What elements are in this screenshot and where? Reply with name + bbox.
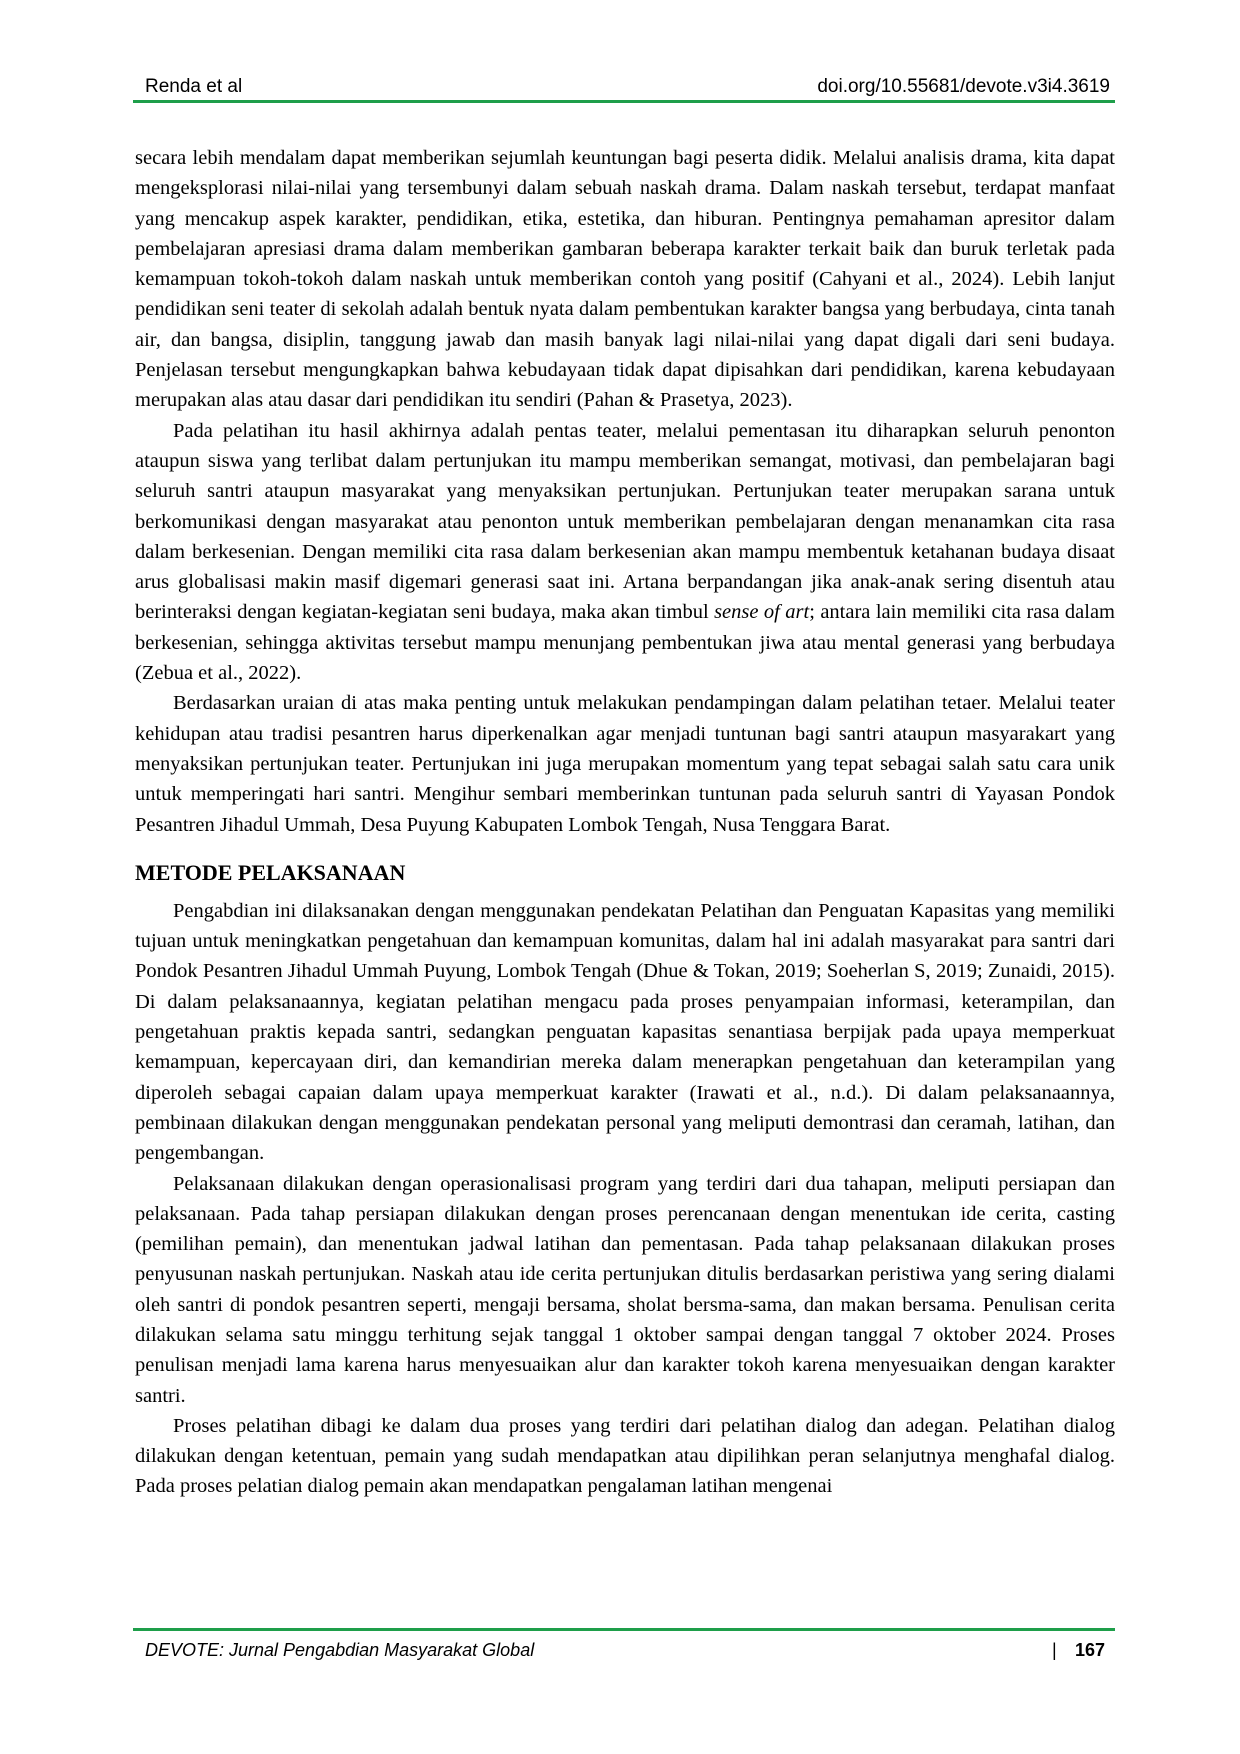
body-paragraph-1: secara lebih mendalam dapat memberikan sejumlah keuntungan bagi peserta didik. Melalui analisis drama, kita dapat mengeksplorasi nilai-nilai yang tersembunyi dalam sebuah naskah drama. Dalam naskah tersebut, terdapat manfaat yang mencakup aspek karakter, pendidikan, etika, estetika, dan hiburan. Pentingnya pemahaman apresitor dalam pembelajaran apresiasi drama dalam memberikan gambaran beberapa karakter terkait baik dan buruk terletak pada kemampuan tokoh-tokoh dalam naskah untuk memberikan contoh yang positif (Cahyani et al., 2024). Lebih lanjut pendidikan seni teater di sekolah adalah bentuk nyata dalam pembentukan karakter bangsa yang berbudaya, cinta tanah air, dan bangsa, disiplin, tanggung jawab dan masih banyak lagi nilai-nilai yang dapat digali dari seni budaya. Penjelasan tersebut mengungkapkan bahwa kebudayaan tidak dapat dipisahkan dari pendidikan, karena kebudayaan merupakan alas atau dasar dari pendidikan itu sendiri (Pahan & Prasetya, 2023). [135, 147, 1115, 412]
header-author: Renda et al [145, 76, 243, 97]
body-paragraph-6: Proses pelatihan dibagi ke dalam dua proses yang terdiri dari pelatihan dialog dan adegan. Pelatihan dialog dilakukan dengan ketentuan, pemain yang sudah mendapatkan atau dipilihkan peran selanjutnya menghafal dialog. Pada proses pelatian dialog pemain akan mendapatkan pengalaman latihan mengenai [135, 1414, 1115, 1498]
body-paragraph-2 [135, 416, 1115, 689]
body-paragraph-4: Pengabdian ini dilaksanakan dengan menggunakan pendekatan Pelatihan dan Penguatan Kapasitas yang memiliki tujuan untuk meningkatkan pengetahuan dan kemampuan komunitas, dalam hal ini adalah masyarakat para santri dari Pondok Pesantren Jihadul Ummah Puyung, Lombok Tengah (Dhue & Tokan, 2019; Soeherlan S, 2019; Zunaidi, 2015). Di dalam pelaksanaannya, kegiatan pelatihan mengacu pada proses penyampaian informasi, keterampilan, dan pengetahuan praktis kepada santri, sedangkan penguatan kapasitas senantiasa berpijak pada upaya memperkuat kemampuan, kepercayaan diri, dan kemandirian mereka dalam menerapkan pengetahuan dan keterampilan yang diperoleh sebagai capaian dalam upaya memperkuat karakter (Irawati et al., n.d.). Di dalam pelaksanaannya, pembinaan dilakukan dengan menggunakan pendekatan personal yang meliputi demontrasi dan ceramah, latihan, dan pengembangan. [135, 899, 1115, 1165]
section-heading: METODE PELAKSANAAN [135, 859, 406, 885]
body-paragraph-3: Berdasarkan uraian di atas maka penting untuk melakukan pendampingan dalam pelatihan tetaer. Melalui teater kehidupan atau tradisi pesantren harus diperkenalkan agar menjadi tuntunan bagi santri ataupun masyarakart yang menyaksikan pertunjukan teater. Pertunjukan ini juga merupakan momentum yang tepat sebagai salah satu cara unik untuk memperingati hari santri. Mengihur sembari memberinkan tuntunan pada seluruh santri di Yayasan Pondok Pesantren Jihadul Ummah, Desa Puyung Kabupaten Lombok Tengah, Nusa Tenggara Barat. [135, 692, 1115, 836]
footer-separator: | [1052, 1640, 1057, 1660]
body-paragraph-5: Pelaksanaan dilakukan dengan operasionalisasi program yang terdiri dari dua tahapan, meliputi persiapan dan pelaksanaan. Pada tahap persiapan dilakukan dengan proses perencanaan dengan menentukan ide cerita, casting (pemilihan pemain), dan menentukan jadwal latihan dan pementasan. Pada tahap pelaksanaan dilakukan proses penyusunan naskah pertunjukan. Naskah atau ide cerita pertunjukan ditulis berdasarkan peristiwa yang sering dialami oleh santri di pondok pesantren seperti, mengaji bersama, sholat bersma-sama, dan makan bersama. Penulisan cerita dilakukan selama satu minggu terhitung sejak tanggal 1 oktober sampai dengan tanggal 7 oktober 2024. Proses penulisan menjadi lama karena harus menyesuaikan alur dan karakter tokoh karena menyesuaikan dengan karakter santri. [135, 1172, 1115, 1407]
paragraph-2-text-b: ; antara lain memiliki cita rasa dalam berkesenian, sehingga aktivitas tersebut mampu menunjang pembentukan jiwa atau mental generasi yang berbudaya (Zebua et al., 2022). [135, 601, 1115, 685]
footer-journal-name: DEVOTE: Jurnal Pengabdian Masyarakat Global [145, 1640, 535, 1660]
footer-rule [133, 1628, 1115, 1631]
header-rule [133, 100, 1115, 103]
paragraph-2-text-a: Pada pelatihan itu hasil akhirnya adalah pentas teater, melalui pementasan itu diharapkan seluruh penonton ataupun siswa yang terlibat dalam pertunjukan itu mampu memberikan semangat, motivasi, dan pembelajaran bagi seluruh santri ataupun masyarakat yang menyaksikan pertunjukan. Pertunjukan teater merupakan sarana untuk berkomunikasi dengan masyarakat atau penonton untuk memberikan pembelajaran dengan menanamkan cita rasa dalam berkesenian. Dengan memiliki cita rasa dalam berkesenian akan mampu membentuk ketahanan budaya disaat arus globalisasi makin masif digemari generasi saat ini. Artana berpandangan jika anak-anak sering disentuh atau berinteraksi dengan kegiatan-kegiatan seni budaya, maka akan timbul [135, 419, 1115, 624]
page-number: 167 [1074, 1640, 1105, 1660]
paragraph-2-emphasis: sense of art [714, 601, 810, 624]
page-body [135, 143, 1115, 1502]
header-doi[interactable]: doi.org/10.55681/devote.v3i4.3619 [817, 76, 1110, 97]
